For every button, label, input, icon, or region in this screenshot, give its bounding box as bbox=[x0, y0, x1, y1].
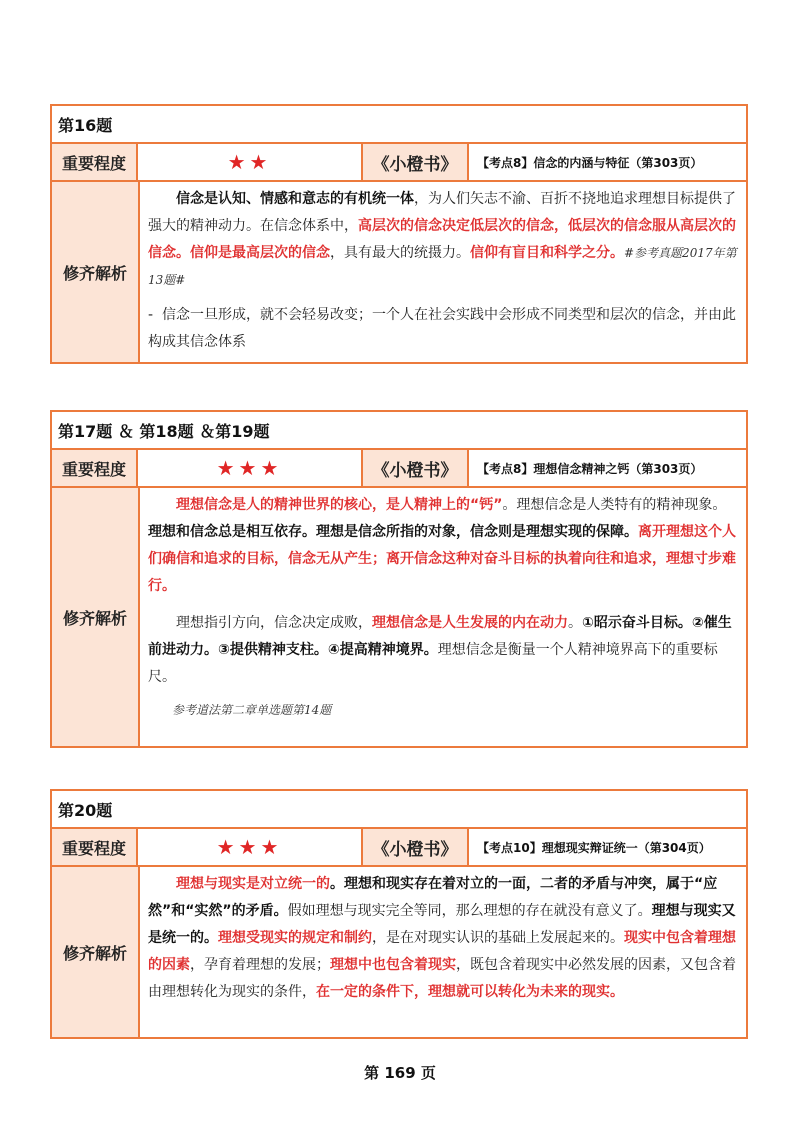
text-segment: 理想中也包含着现实 bbox=[330, 957, 456, 973]
analysis-paragraph bbox=[148, 186, 740, 294]
text-segment: ①昭示奋斗目标。②催生前进动力。③提供精神支柱。④提高精神境界。 bbox=[148, 615, 732, 658]
text-segment: 理想与现实又是统一的。 bbox=[148, 903, 736, 946]
kaodian-reference: 【考点8】信念的内涵与特征（第303页） bbox=[477, 155, 703, 170]
question-title: 第16题 bbox=[52, 106, 746, 144]
importance-stars: ★★★ bbox=[138, 450, 363, 486]
analysis-label: 修齐解析 bbox=[52, 182, 140, 362]
text-segment: 。理想信念是人类特有的精神现象。 bbox=[502, 497, 727, 513]
text-segment: ，是在对现实认识的基础上发展起来的。 bbox=[372, 930, 624, 946]
text-segment: ，孕育着理想的发展； bbox=[190, 957, 330, 973]
page-number: 第 169 页 bbox=[364, 1064, 436, 1082]
text-segment: 理想信念是衡量一个人精神境界高下的重要标尺。 bbox=[148, 642, 718, 685]
analysis-paragraph bbox=[148, 871, 740, 1006]
question-17-19-card bbox=[50, 410, 748, 748]
reference-note: 参考道法第二章单选题第14题 bbox=[172, 703, 332, 717]
text-segment: ，具有最大的统摄力。 bbox=[330, 245, 470, 261]
text-segment: 理想和信念总是相互依存。理想是信念所指的对象，信念则是理想实现的保障。 bbox=[148, 524, 638, 540]
text-segment: ，既包含着现实中必然发展的因素，又包含着由理想转化为现实的条件， bbox=[148, 957, 736, 1000]
analysis-content bbox=[140, 488, 746, 746]
analysis-row bbox=[52, 182, 746, 362]
text-segment: 理想受现实的规定和制约 bbox=[218, 930, 372, 946]
analysis-content bbox=[140, 182, 746, 362]
book-title: 《小橙书》 bbox=[363, 450, 469, 486]
meta-row bbox=[52, 144, 746, 182]
question-20-card bbox=[50, 789, 748, 1039]
text-segment: 理想指引方向，信念决定成败， bbox=[176, 615, 372, 631]
text-segment: 假如理想与现实完全等同，那么理想的存在就没有意义了。 bbox=[287, 903, 652, 919]
analysis-label: 修齐解析 bbox=[52, 488, 140, 746]
analysis-paragraph bbox=[148, 492, 740, 600]
text-segment: 。 bbox=[568, 615, 582, 631]
importance-stars: ★★ bbox=[138, 144, 363, 180]
kaodian-reference: 【考点8】理想信念精神之钙（第303页） bbox=[477, 461, 703, 476]
importance-label: 重要程度 bbox=[52, 829, 138, 865]
bullet-point bbox=[148, 302, 740, 356]
text-segment: ，为人们矢志不渝、百折不挠地追求理想目标提供了强大的精神动力。在信念体系中， bbox=[148, 191, 736, 234]
analysis-row bbox=[52, 488, 746, 746]
text-segment: 。理想和现实存在着对立的一面，二者的矛盾与冲突，属于“应然”和“实然”的矛盾。 bbox=[148, 876, 718, 919]
text-segment: #参考真题2017年第13题# bbox=[148, 246, 737, 287]
book-title: 《小橙书》 bbox=[363, 829, 469, 865]
meta-row bbox=[52, 829, 746, 867]
importance-label: 重要程度 bbox=[52, 144, 138, 180]
text-segment: 在一定的条件下，理想就可以转化为未来的现实。 bbox=[316, 984, 624, 1000]
importance-label: 重要程度 bbox=[52, 450, 138, 486]
text-segment: 信仰有盲目和科学之分。 bbox=[470, 245, 624, 261]
text-segment: 高层次的信念决定低层次的信念，低层次的信念服从高层次的信念。 bbox=[148, 218, 736, 261]
analysis-paragraph bbox=[148, 610, 740, 691]
analysis-row bbox=[52, 867, 746, 1037]
meta-row bbox=[52, 450, 746, 488]
text-segment: 信仰是最高层次的信念 bbox=[190, 245, 330, 261]
text-segment: 理想与现实是对立统一的 bbox=[176, 876, 330, 892]
question-title: 第20题 bbox=[52, 791, 746, 829]
analysis-content bbox=[140, 867, 746, 1037]
bullet-text: 信念一旦形成，就不会轻易改变；一个人在社会实践中会形成不同类型和层次的信念，并由此构成其信念体系 bbox=[148, 307, 736, 350]
text-segment: 现实中包含着理想的因素 bbox=[148, 930, 736, 973]
analysis-label: 修齐解析 bbox=[52, 867, 140, 1037]
text-segment: 理想信念是人的精神世界的核心，是人精神上的“钙” bbox=[176, 497, 503, 513]
text-segment: 信念是认知、情感和意志的有机统一体 bbox=[176, 191, 414, 207]
question-16-card bbox=[50, 104, 748, 364]
kaodian-reference: 【考点10】理想现实辩证统一（第304页） bbox=[477, 840, 711, 855]
book-title: 《小橙书》 bbox=[363, 144, 469, 180]
text-segment: 理想信念是人生发展的内在动力 bbox=[372, 615, 568, 631]
bullet-dash: - bbox=[148, 307, 154, 323]
importance-stars: ★★★ bbox=[138, 829, 363, 865]
question-title: 第17题 ＆ 第18题 ＆第19题 bbox=[52, 412, 746, 450]
text-segment: 离开理想这个人们确信和追求的目标，信念无从产生；离开信念这种对奋斗目标的执着向往和追求，理想寸步难行。 bbox=[148, 524, 736, 594]
